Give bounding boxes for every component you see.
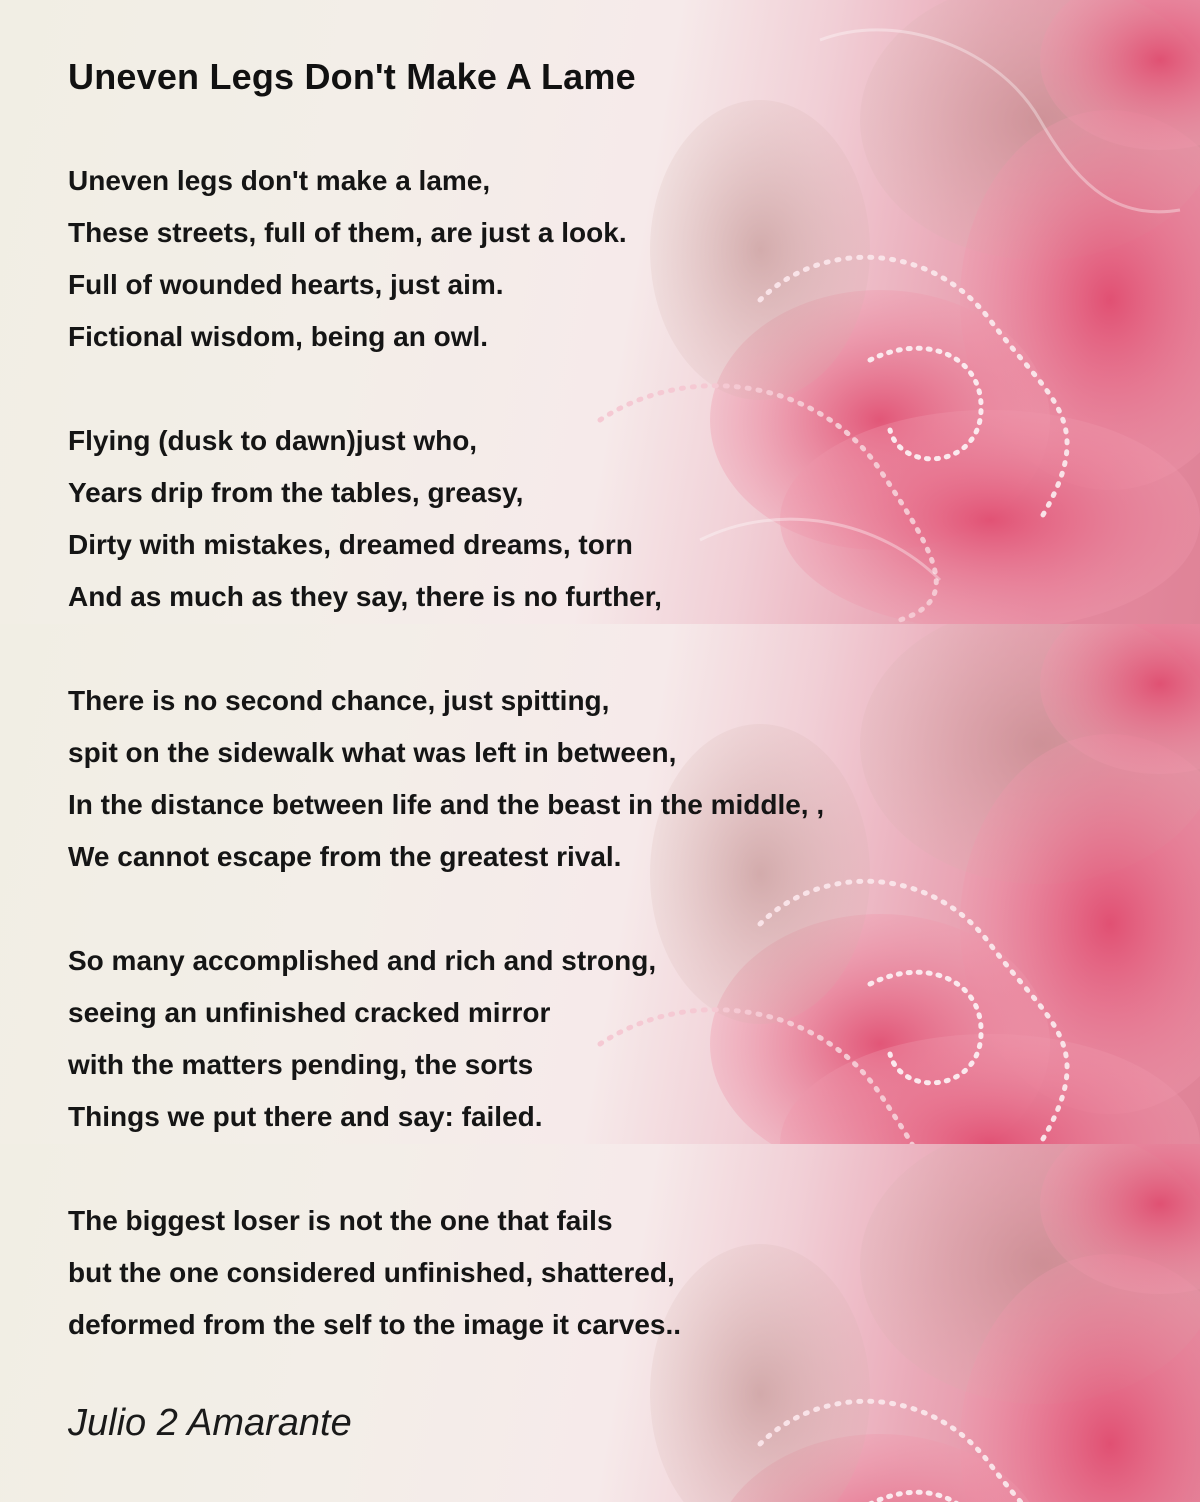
- poem-line: And as much as they say, there is no further,: [68, 581, 662, 612]
- poem-line: seeing an unfinished cracked mirror: [68, 997, 551, 1028]
- poem-author: Julio 2 Amarante: [68, 1402, 352, 1444]
- poem-line: In the distance between life and the beast in the middle, ,: [68, 789, 825, 820]
- poem-line: spit on the sidewalk what was left in between,: [68, 737, 677, 768]
- poem-title: Uneven Legs Don't Make A Lame: [68, 56, 636, 97]
- poem-line: with the matters pending, the sorts: [68, 1049, 534, 1080]
- stanza-5: [68, 1195, 824, 1351]
- poem-line: Dirty with mistakes, dreamed dreams, torn: [68, 529, 633, 560]
- stanza-4: [68, 935, 824, 1143]
- poem-line: Uneven legs don't make a lame,: [68, 165, 491, 196]
- poem-line: Full of wounded hearts, just aim.: [68, 269, 504, 300]
- poem-line: The biggest loser is not the one that fails: [68, 1205, 613, 1236]
- poem-body: [68, 155, 824, 1403]
- poem-line: Fictional wisdom, being an owl.: [68, 321, 489, 352]
- poem-line: Years drip from the tables, greasy,: [68, 477, 524, 508]
- poem-line: Things we put there and say: failed.: [68, 1101, 543, 1132]
- poem-line: deformed from the self to the image it carves..: [68, 1309, 682, 1340]
- poem-line: So many accomplished and rich and strong,: [68, 945, 657, 976]
- poem-line: but the one considered unfinished, shattered,: [68, 1257, 675, 1288]
- stanza-3: [68, 675, 824, 883]
- poem-line: We cannot escape from the greatest rival.: [68, 841, 622, 872]
- poem-line: Flying (dusk to dawn)just who,: [68, 425, 478, 456]
- stanza-2: [68, 415, 824, 623]
- poem-line: There is no second chance, just spitting,: [68, 685, 610, 716]
- stanza-1: [68, 155, 824, 363]
- poem-line: These streets, full of them, are just a look.: [68, 217, 627, 248]
